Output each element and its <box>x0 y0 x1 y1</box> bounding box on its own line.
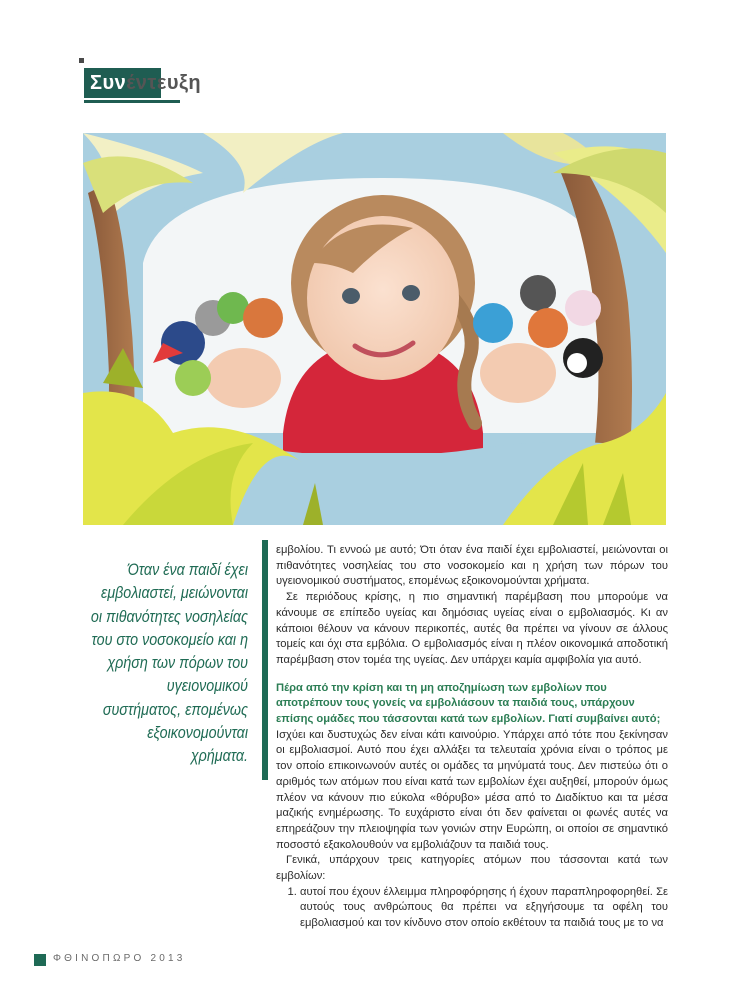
section-marker <box>79 58 84 63</box>
section-label-highlight: Συν <box>90 71 127 94</box>
footer-marker <box>34 954 46 966</box>
interview-question: Πέρα από την κρίση και τη μη αποζημίωση των εμβολίων που αποτρέπουν τους γονείς να εμβολιάσουν τα παιδιά τους, υπάρχουν επίσης ομάδες που τάσσονται κατά των εμβολίων. Γιατί συμβαίνει αυτό; <box>276 681 661 726</box>
paragraph: Σε περιόδους κρίσης, η πιο σημαντική παρέμβαση που μπορούμε να κάνουμε σε επίπεδο υγείας και δημόσιας υγείας είναι ο εμβολιασμός. Κι αν κάποιοι θέλουν να κάνουν περικοπές, αυτές θα πρέπει να γίνουν σε άλλους τομείς και όχι στα εμβόλια. Ο εμβολιασμός είναι η πλέον οικονομικά αποδοτική παρέμβαση στον τομέα της υγείας. Δεν υπάρχει καμία αμφιβολία για αυτό. <box>276 591 668 666</box>
issue-label: ΦΘΙΝΟΠΩΡΟ 2013 <box>53 953 186 964</box>
pull-quote: Όταν ένα παιδί έχει εμβολιαστεί, μειώνονται οι πιθανότητες νοσηλείας του στο νοσοκομείο και η χρήση των πόρων του υγειονομικού συστήματος, επομένως εξοικονομούνται χρήματα. <box>90 560 249 766</box>
pull-quote-rule <box>262 540 268 780</box>
paragraph: εμβολίου. Τι εννοώ με αυτό; Ότι όταν ένα παιδί έχει εμβολιαστεί, μειώνονται οι πιθανότητες νοσηλείας του στο νοσοκομείο και η χρήση των πόρων του υγειονομικού συστήματος, επομένως εξοικονομούνται χρήματα. <box>276 544 668 588</box>
hero-image <box>83 133 666 525</box>
paragraph: Γενικά, υπάρχουν τρεις κατηγορίες ατόμων που τάσσονται κατά των εμβολίων: <box>276 854 668 883</box>
section-label <box>84 68 208 98</box>
paragraph: Ισχύει και δυστυχώς δεν είναι κάτι καινούριο. Υπάρχει από τότε που ξεκίνησαν οι εμβολιασμοί. Αυτό που έχει αλλάξει τα τελευταία χρόνια είναι ο τρόπος με τον οποίο επικοινωνούν αυτές οι ομάδες τα μηνύματά τους. Δεν πιστεύω ότι ο αριθμός των ατόμων που είναι κατά των εμβολίων έχει αυξηθεί, μπορούν όμως πλέον να κάνουν πιο εύκολα «θόρυβο» μέσα από το Διαδίκτυο και τα μέσα μαζικής ενημέρωσης. Το ευχάριστο είναι ότι δεν φαίνεται οι φωνές αυτές να επηρεάζουν την πλειοψηφία των γονιών στην Ευρώπη, οι οποίοι σε σημαντικό ποσοστό εξακολουθούν να εμβολιάζουν τα παιδιά τους. <box>276 728 668 851</box>
section-underline <box>84 100 180 103</box>
article-body <box>276 543 668 932</box>
list-item: 1. αυτοί που έχουν έλλειμμα πληροφόρησης ή έχουν παραπληροφορηθεί. Σε αυτούς τους ανθρώπους θα πρέπει να εξηγήσουμε τα οφέλη του εμβολιασμού και τον κίνδυνο στον οποίο εκθέτουν τα παιδιά τους με το να <box>300 885 668 932</box>
categories-list <box>276 885 668 932</box>
section-label-rest: έντευξη <box>126 71 202 94</box>
